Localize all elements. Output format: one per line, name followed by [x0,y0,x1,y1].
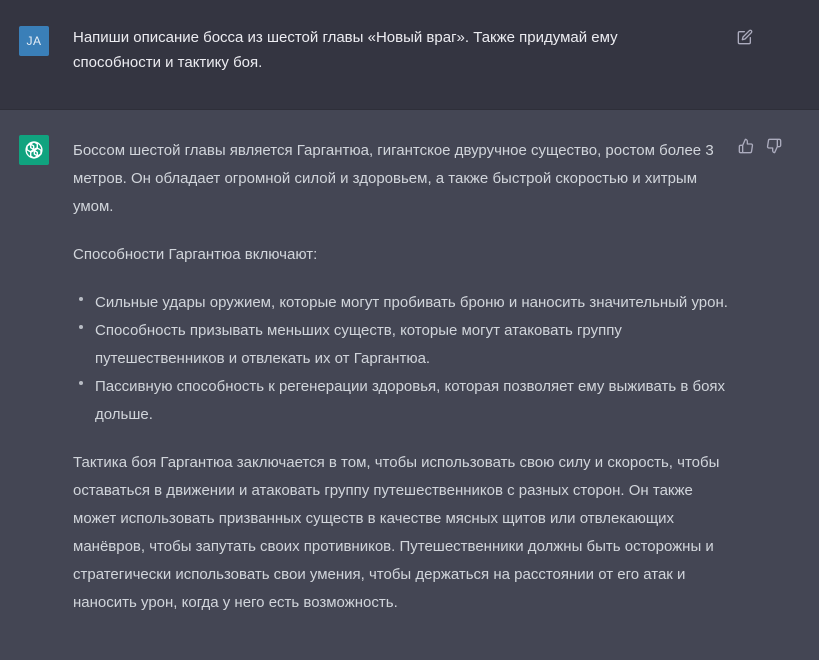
tactics-paragraph: Тактика боя Гаргантюа заключается в том, чтобы использовать свою силу и скорость, чтобы оставаться в движении и атаковать группу путешественников с разных сторон. Он также может использовать призванных существ в качестве мясных щитов или отвлекающих манёвров, чтобы запутать своих противников. Путешественники должны быть осторожны и стратегически использовать свои умения, чтобы держаться на расстоянии от его атак и наносить урон, когда у него есть возможность. [73,454,720,611]
openai-logo-icon [23,139,45,161]
abilities-list [73,289,733,429]
thumbs-down-icon[interactable] [766,138,782,154]
abilities-intro: Способности Гаргантюа включают: [73,246,318,263]
list-item: Сильные удары оружием, которые могут пробивать броню и наносить значительный урон. [95,289,733,317]
user-avatar [19,26,49,56]
list-item: Пассивную способность к регенерации здоровья, которая позволяет ему выживать в боях дольше. [95,373,733,429]
user-message-row [0,0,819,110]
assistant-avatar [19,135,49,165]
list-item: Способность призывать меньших существ, которые могут атаковать группу путешественников и отвлекать их от Гаргантюа. [95,317,733,373]
boss-description-paragraph: Боссом шестой главы является Гаргантюа, гигантское двуручное существо, ростом более 3 метров. Он обладает огромной силой и здоровьем, а также быстрой скоростью и хитрым умом. [73,142,714,215]
assistant-message-text [73,137,733,637]
user-message-text: Напиши описание босса из шестой главы «Новый враг». Также придумай ему способности и тактику боя. [73,29,618,71]
user-avatar-initials: JA [26,34,42,48]
edit-icon[interactable] [737,29,753,45]
thumbs-up-icon[interactable] [738,138,754,154]
